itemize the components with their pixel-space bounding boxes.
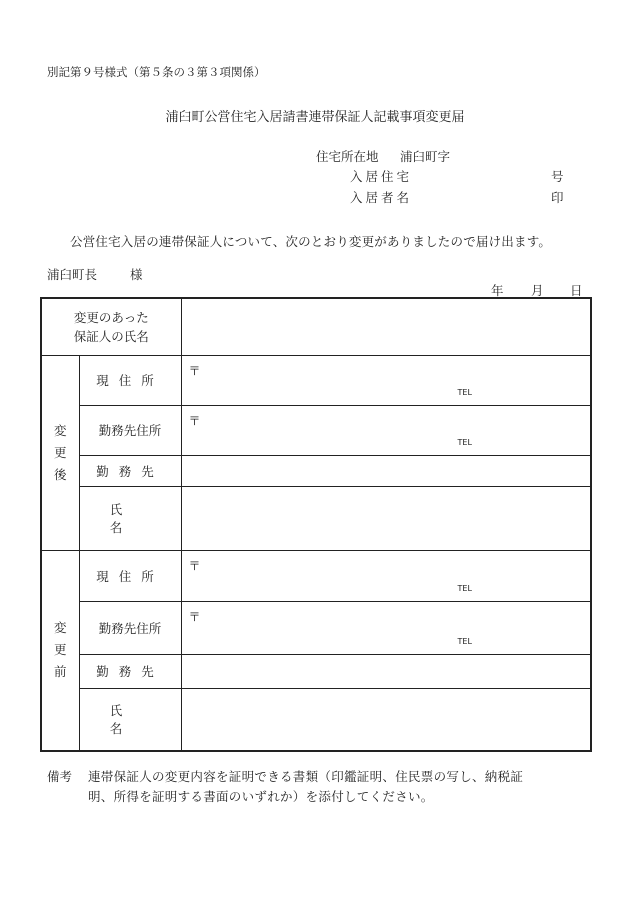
- tel-label: TEL: [457, 437, 472, 447]
- table-row: [41, 486, 591, 550]
- table-row: [41, 405, 591, 455]
- housing-location-value: 浦臼町字: [400, 149, 451, 164]
- before-group-char-1: 変: [53, 620, 67, 636]
- after-change-group-label: [41, 355, 79, 550]
- after-name-label: 氏名: [79, 486, 181, 550]
- remarks-line-2: 明、所得を証明する書面のいずれか）を添付してください。: [88, 789, 434, 804]
- after-group-char-1: 変: [53, 422, 67, 438]
- after-group-char-2: 更: [53, 444, 67, 460]
- zip-mark: 〒: [188, 363, 201, 378]
- table-row: [41, 654, 591, 688]
- addressee-name: 浦臼町長: [47, 267, 98, 282]
- before-work-address-field[interactable]: [181, 601, 591, 654]
- before-current-address-label: 現住所: [79, 550, 181, 601]
- table-row: [41, 550, 591, 601]
- after-workplace-label: 勤務先: [79, 455, 181, 486]
- before-group-char-2: 更: [53, 642, 67, 658]
- date-year-label: 年: [491, 283, 504, 298]
- before-workplace-label: 勤務先: [79, 654, 181, 688]
- table-row: [41, 355, 591, 405]
- resident-name-label: 入居者名: [350, 190, 413, 205]
- before-group-char-3: 前: [53, 664, 67, 680]
- after-workplace-field[interactable]: [181, 455, 591, 486]
- changed-guarantor-label-line1: 変更のあった: [73, 309, 149, 325]
- changed-guarantor-name-field[interactable]: [181, 298, 591, 355]
- after-name-field[interactable]: [181, 486, 591, 550]
- remarks-line-1: 連帯保証人の変更内容を証明できる書類（印鑑証明、住民票の写し、納税証: [88, 769, 524, 784]
- seal-mark: 印: [551, 190, 564, 205]
- body-text: 公営住宅入居の連帯保証人について、次のとおり変更がありましたので届け出ます。: [70, 234, 552, 249]
- after-current-address-field[interactable]: [181, 355, 591, 405]
- zip-mark: 〒: [188, 558, 201, 573]
- table-row: [41, 298, 591, 355]
- table-row: [41, 455, 591, 486]
- zip-mark: 〒: [188, 609, 201, 624]
- tel-label: TEL: [457, 636, 472, 646]
- before-change-group-label: [41, 550, 79, 751]
- housing-location-label: 住宅所在地: [316, 149, 379, 164]
- before-work-address-label: 勤務先住所: [79, 601, 181, 654]
- form-number-label: 別記第９号様式（第５条の３第３項関係）: [47, 65, 266, 79]
- remarks-label: 備考: [47, 769, 73, 784]
- after-current-address-label: 現住所: [79, 355, 181, 405]
- date-month-label: 月: [531, 283, 544, 298]
- after-group-char-3: 後: [53, 466, 67, 482]
- change-form-table: [40, 297, 592, 752]
- document-title: 浦臼町公営住宅入居請書連帯保証人記載事項変更届: [165, 110, 465, 125]
- tel-label: TEL: [457, 583, 472, 593]
- after-work-address-label: 勤務先住所: [79, 405, 181, 455]
- table-row: [41, 601, 591, 654]
- before-name-label: 氏名: [79, 688, 181, 751]
- tel-label: TEL: [457, 387, 472, 397]
- table-row: [41, 688, 591, 751]
- after-work-address-field[interactable]: [181, 405, 591, 455]
- before-name-field[interactable]: [181, 688, 591, 751]
- housing-number-suffix: 号: [551, 169, 564, 184]
- changed-guarantor-label-cell: [41, 298, 181, 355]
- changed-guarantor-label-line2: 保証人の氏名: [73, 328, 149, 344]
- date-day-label: 日: [570, 283, 583, 298]
- before-workplace-field[interactable]: [181, 654, 591, 688]
- zip-mark: 〒: [188, 413, 201, 428]
- housing-label: 入居住宅: [350, 169, 413, 184]
- before-current-address-field[interactable]: [181, 550, 591, 601]
- addressee-suffix: 様: [130, 267, 143, 282]
